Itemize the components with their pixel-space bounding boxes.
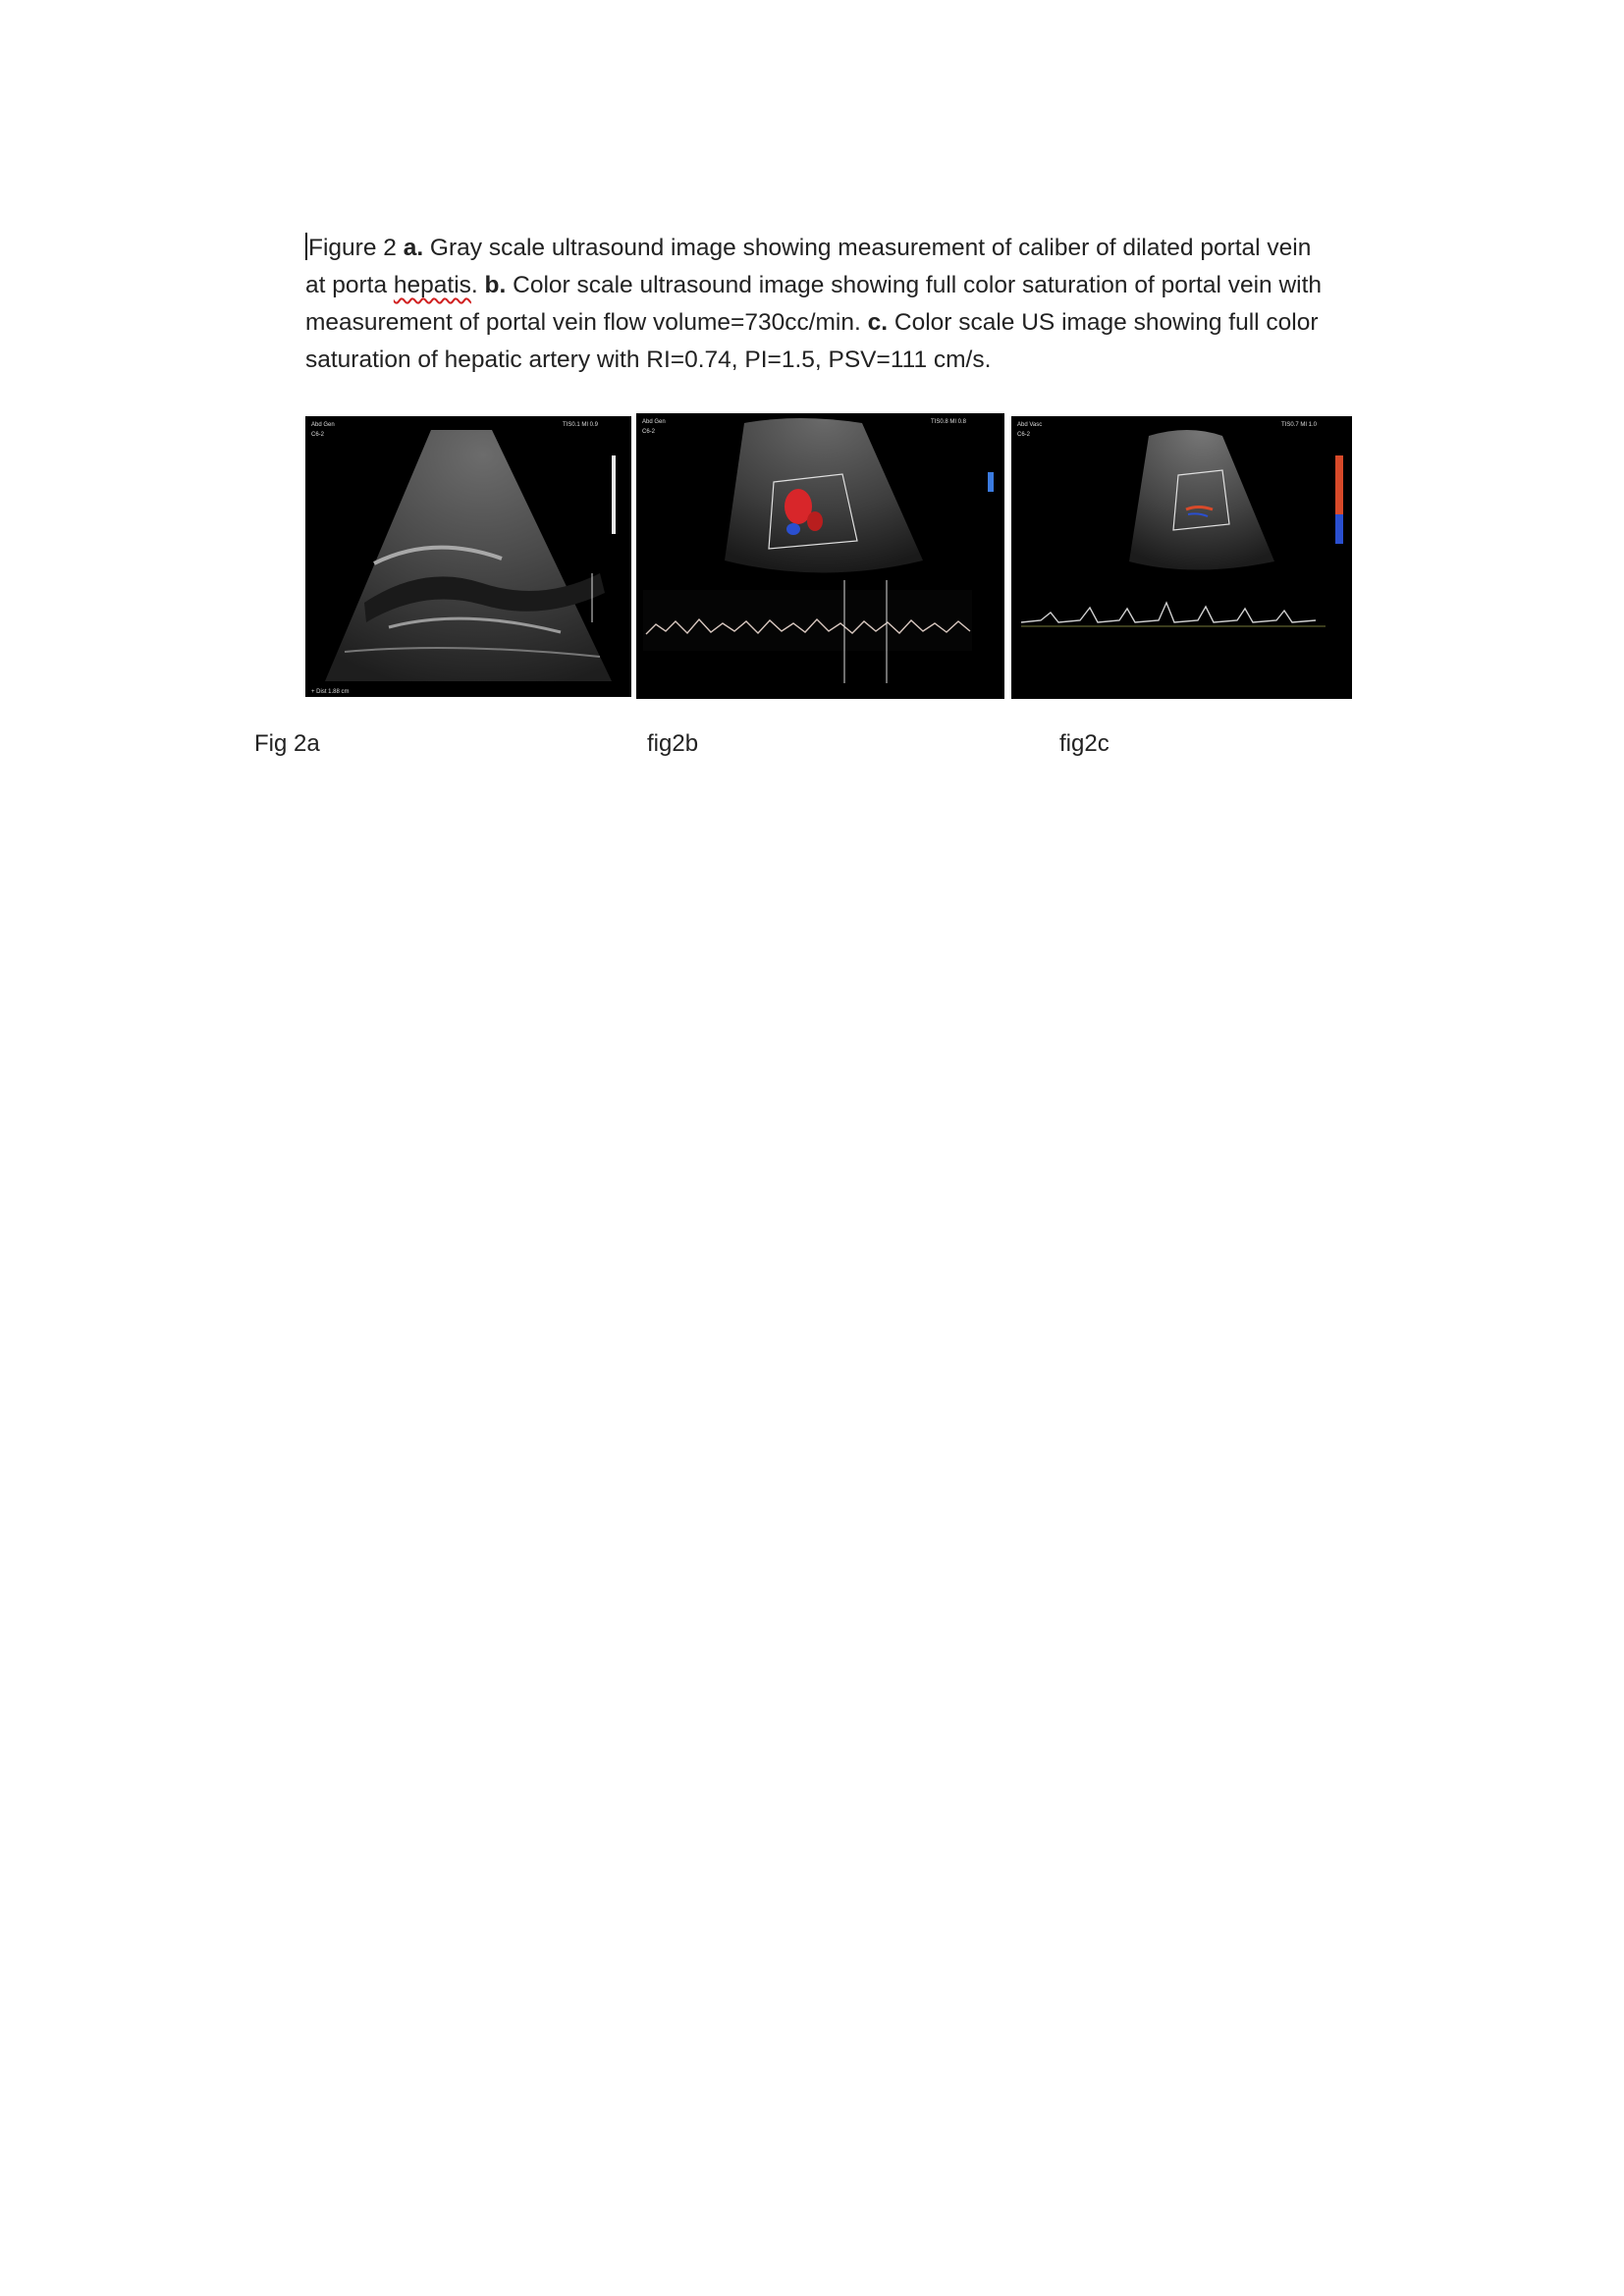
caption-bold-a: a. — [403, 235, 424, 261]
svg-text:Abd Vasc: Abd Vasc — [1017, 422, 1043, 428]
figure-caption — [305, 230, 1326, 379]
svg-text:C6-2: C6-2 — [1017, 432, 1031, 438]
figure-label-2c: fig2c — [1059, 730, 1110, 757]
caption-text-4: . — [470, 272, 485, 298]
grayscale-ultrasound-graphic — [305, 416, 631, 697]
svg-text:TIS0.8 MI 0.8: TIS0.8 MI 0.8 — [931, 419, 967, 425]
text-cursor — [305, 233, 307, 260]
ultrasound-image-2c — [1011, 416, 1352, 699]
caption-text-2: Gray scale ultrasound image showing measurement of caliber of dilated portal vein at porta — [305, 235, 1312, 298]
caption-bold-c: c. — [867, 309, 889, 336]
spellcheck-word[interactable]: hepatis — [393, 272, 471, 298]
svg-text:+ Dist 1.88 cm: + Dist 1.88 cm — [311, 689, 350, 695]
caption-bold-b: b. — [484, 272, 507, 298]
color-doppler-graphic — [636, 413, 1004, 699]
svg-text:Abd Gen: Abd Gen — [311, 422, 335, 428]
ultrasound-image-2b — [636, 413, 1004, 699]
figure-label-2a: Fig 2a — [254, 730, 320, 757]
figure-label-2b: fig2b — [647, 730, 699, 757]
caption-text-6: Color scale US image showing full color saturation of hepatic artery with RI=0.74, PI=1.5, PSV=111 cm/s. — [305, 309, 1319, 373]
ultrasound-image-2a — [305, 416, 631, 697]
svg-text:C6-2: C6-2 — [311, 432, 325, 438]
svg-text:TIS0.7 MI 1.0: TIS0.7 MI 1.0 — [1281, 422, 1318, 428]
svg-text:Abd Gen: Abd Gen — [642, 419, 666, 425]
svg-text:TIS0.1 MI 0.9: TIS0.1 MI 0.9 — [563, 422, 599, 428]
hepatic-artery-doppler-graphic — [1011, 416, 1352, 699]
caption-text-5: Color scale ultrasound image showing full color saturation of portal vein with measurement of portal vein flow volume=730cc/min. — [305, 272, 1323, 336]
svg-text:C6-2: C6-2 — [642, 429, 656, 435]
caption-text-1: Figure 2 — [308, 235, 404, 261]
